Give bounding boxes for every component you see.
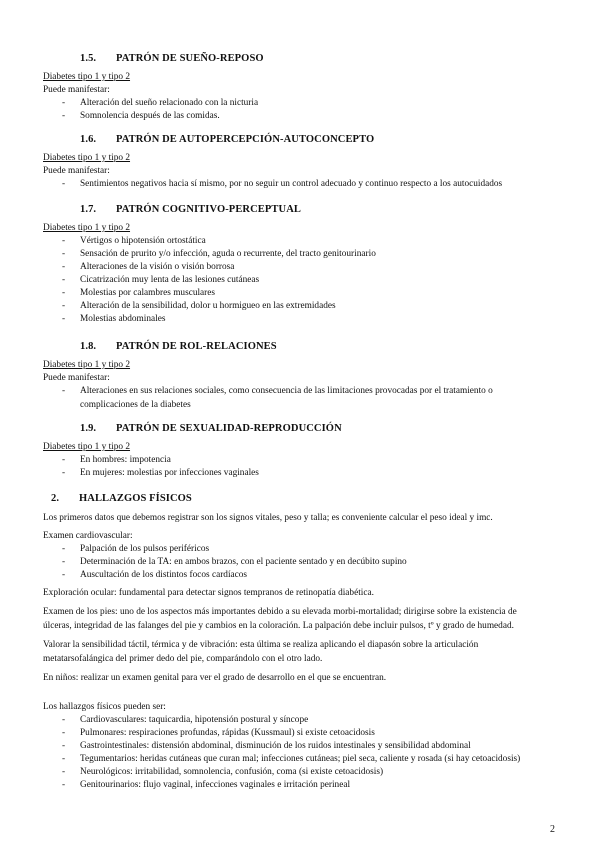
section-intro: Puede manifestar:: [43, 166, 110, 176]
section-title: PATRÓN DE SUEÑO-REPOSO: [116, 53, 264, 64]
section-intro: Puede manifestar:: [43, 85, 110, 95]
list-item: Palpación de los pulsos periféricos: [80, 544, 210, 554]
list-item: Pulmonares: respiraciones profundas, rápidas (Kussmaul) si existe cetoacidosis: [80, 728, 375, 738]
list-item: Somnolencia después de las comidas.: [80, 111, 220, 121]
bullet-dash: -: [62, 754, 66, 764]
bullet-dash: -: [62, 386, 66, 396]
list-item-continuation: complicaciones de la diabetes: [80, 400, 191, 410]
bullet-dash: -: [62, 455, 66, 465]
paragraph-feet-line-2: úlceras, integridad de las falanges del pie y cambios en la coloración. La palpación debe incluir pulsos, tº y grado de humedad.: [43, 621, 514, 631]
section-intro: Examen cardiovascular:: [43, 531, 133, 541]
list-item: Alteraciones en sus relaciones sociales, como consecuencia de las limitaciones provocadas por el tratamiento o: [80, 386, 493, 396]
section-title: PATRÓN DE AUTOPERCEPCIÓN-AUTOCONCEPTO: [116, 134, 375, 145]
list-item: Auscultación de los distintos focos cardíacos: [80, 570, 248, 580]
list-item: Molestias abdominales: [80, 314, 166, 324]
section-subtitle: Diabetes tipo 1 y tipo 2: [43, 72, 131, 82]
section-intro: Puede manifestar:: [43, 373, 110, 383]
section-title: PATRÓN DE ROL-RELACIONES: [116, 341, 277, 352]
list-item: Sentimientos negativos hacia sí mismo, por no seguir un control adecuado y continuo respecto a los autocuidados: [80, 179, 503, 189]
bullet-dash: -: [62, 288, 66, 298]
section-heading-1-9: [80, 423, 342, 434]
bullet-dash: -: [62, 301, 66, 311]
list-item: Molestias por calambres musculares: [80, 288, 216, 298]
section-title: PATRÓN DE SEXUALIDAD-REPRODUCCIÓN: [116, 423, 342, 434]
section-number: 1.5.: [80, 53, 97, 64]
section-intro: Los hallazgos físicos pueden ser:: [43, 702, 166, 712]
list-item: En hombres: impotencia: [80, 455, 171, 465]
bullet-dash: -: [62, 741, 66, 751]
section-heading-1-6: [80, 134, 374, 145]
bullet-dash: -: [62, 715, 66, 725]
list-item: Genitourinarios: flujo vaginal, infecciones vaginales e irritación perineal: [80, 780, 351, 790]
paragraph-ocular: Exploración ocular: fundamental para detectar signos tempranos de retinopatía diabética.: [43, 588, 374, 598]
section-heading-1-7: [80, 204, 301, 215]
section-title: PATRÓN COGNITIVO-PERCEPTUAL: [116, 204, 301, 215]
bullet-dash: -: [62, 179, 66, 189]
bullet-dash: -: [62, 557, 66, 567]
list-item: Alteración de la sensibilidad, dolor u hormigueo en las extremidades: [80, 301, 336, 311]
section-number: 1.7.: [80, 204, 97, 215]
paragraph-sensitivity-line-1: Valorar la sensibilidad táctil, térmica y de vibración: esta última se realiza aplicando el diapasón sobre la articulación: [43, 640, 479, 650]
bullet-dash: -: [62, 249, 66, 259]
bullet-dash: -: [62, 728, 66, 738]
bullet-dash: -: [62, 262, 66, 272]
section-heading-2: [51, 493, 192, 504]
bullet-dash: -: [62, 98, 66, 108]
list-item: Alteración del sueño relacionado con la nicturia: [80, 98, 259, 108]
bullet-dash: -: [62, 468, 66, 478]
bullet-dash: -: [62, 767, 66, 777]
list-item: Gastrointestinales: distensión abdominal, disminución de los ruidos intestinales y sensibilidad abdominal: [80, 741, 471, 751]
bullet-dash: -: [62, 780, 66, 790]
paragraph-vital-signs: Los primeros datos que debemos registrar son los signos vitales, peso y talla; es conveniente calcular el peso ideal y imc.: [43, 513, 493, 523]
section-subtitle: Diabetes tipo 1 y tipo 2: [43, 442, 131, 452]
list-item: Sensación de prurito y/o infección, aguda o recurrente, del tracto genitourinario: [80, 249, 376, 259]
section-heading-1-8: [80, 341, 277, 352]
section-number: 1.8.: [80, 341, 97, 352]
section-number: 1.9.: [80, 423, 97, 434]
bullet-dash: -: [62, 544, 66, 554]
bullet-dash: -: [62, 111, 66, 121]
paragraph-sensitivity-line-2: metatarsofalángica del primer dedo del pie, comparándolo con el otro lado.: [43, 654, 323, 664]
paragraph-feet-line-1: Examen de los pies: uno de los aspectos más importantes debido a su elevada morbi-mortalidad; dirigirse sobre la existencia de: [43, 607, 517, 617]
section-number: 2.: [51, 493, 60, 504]
section-title: HALLAZGOS FÍSICOS: [79, 493, 192, 504]
section-subtitle: Diabetes tipo 1 y tipo 2: [43, 360, 131, 370]
section-number: 1.6.: [80, 134, 97, 145]
page-number: 2: [550, 824, 555, 835]
section-subtitle: Diabetes tipo 1 y tipo 2: [43, 223, 131, 233]
list-item: Tegumentarios: heridas cutáneas que curan mal; infecciones cutáneas; piel seca, caliente y rosada (si hay cetoacidosis): [80, 754, 521, 764]
list-item: En mujeres: molestias por infecciones vaginales: [80, 468, 259, 478]
list-item: Alteraciones de la visión o visión borrosa: [80, 262, 235, 272]
section-subtitle: Diabetes tipo 1 y tipo 2: [43, 153, 131, 163]
bullet-dash: -: [62, 314, 66, 324]
list-item: Neurológicos: irritabilidad, somnolencia, confusión, coma (si existe cetoacidosis): [80, 767, 384, 777]
list-item: Vértigos o hipotensión ortostática: [80, 236, 206, 246]
paragraph-children: En niños: realizar un examen genital para ver el grado de desarrollo en el que se encuentran.: [43, 673, 387, 683]
list-item: Cardiovasculares: taquicardia, hipotensión postural y síncope: [80, 715, 309, 725]
bullet-dash: -: [62, 236, 66, 246]
list-item: Determinación de la TA: en ambos brazos, con el paciente sentado y en decúbito supino: [80, 557, 407, 567]
section-heading-1-5: [80, 53, 264, 64]
bullet-dash: -: [62, 570, 66, 580]
list-item: Cicatrización muy lenta de las lesiones cutáneas: [80, 275, 260, 285]
bullet-dash: -: [62, 275, 66, 285]
